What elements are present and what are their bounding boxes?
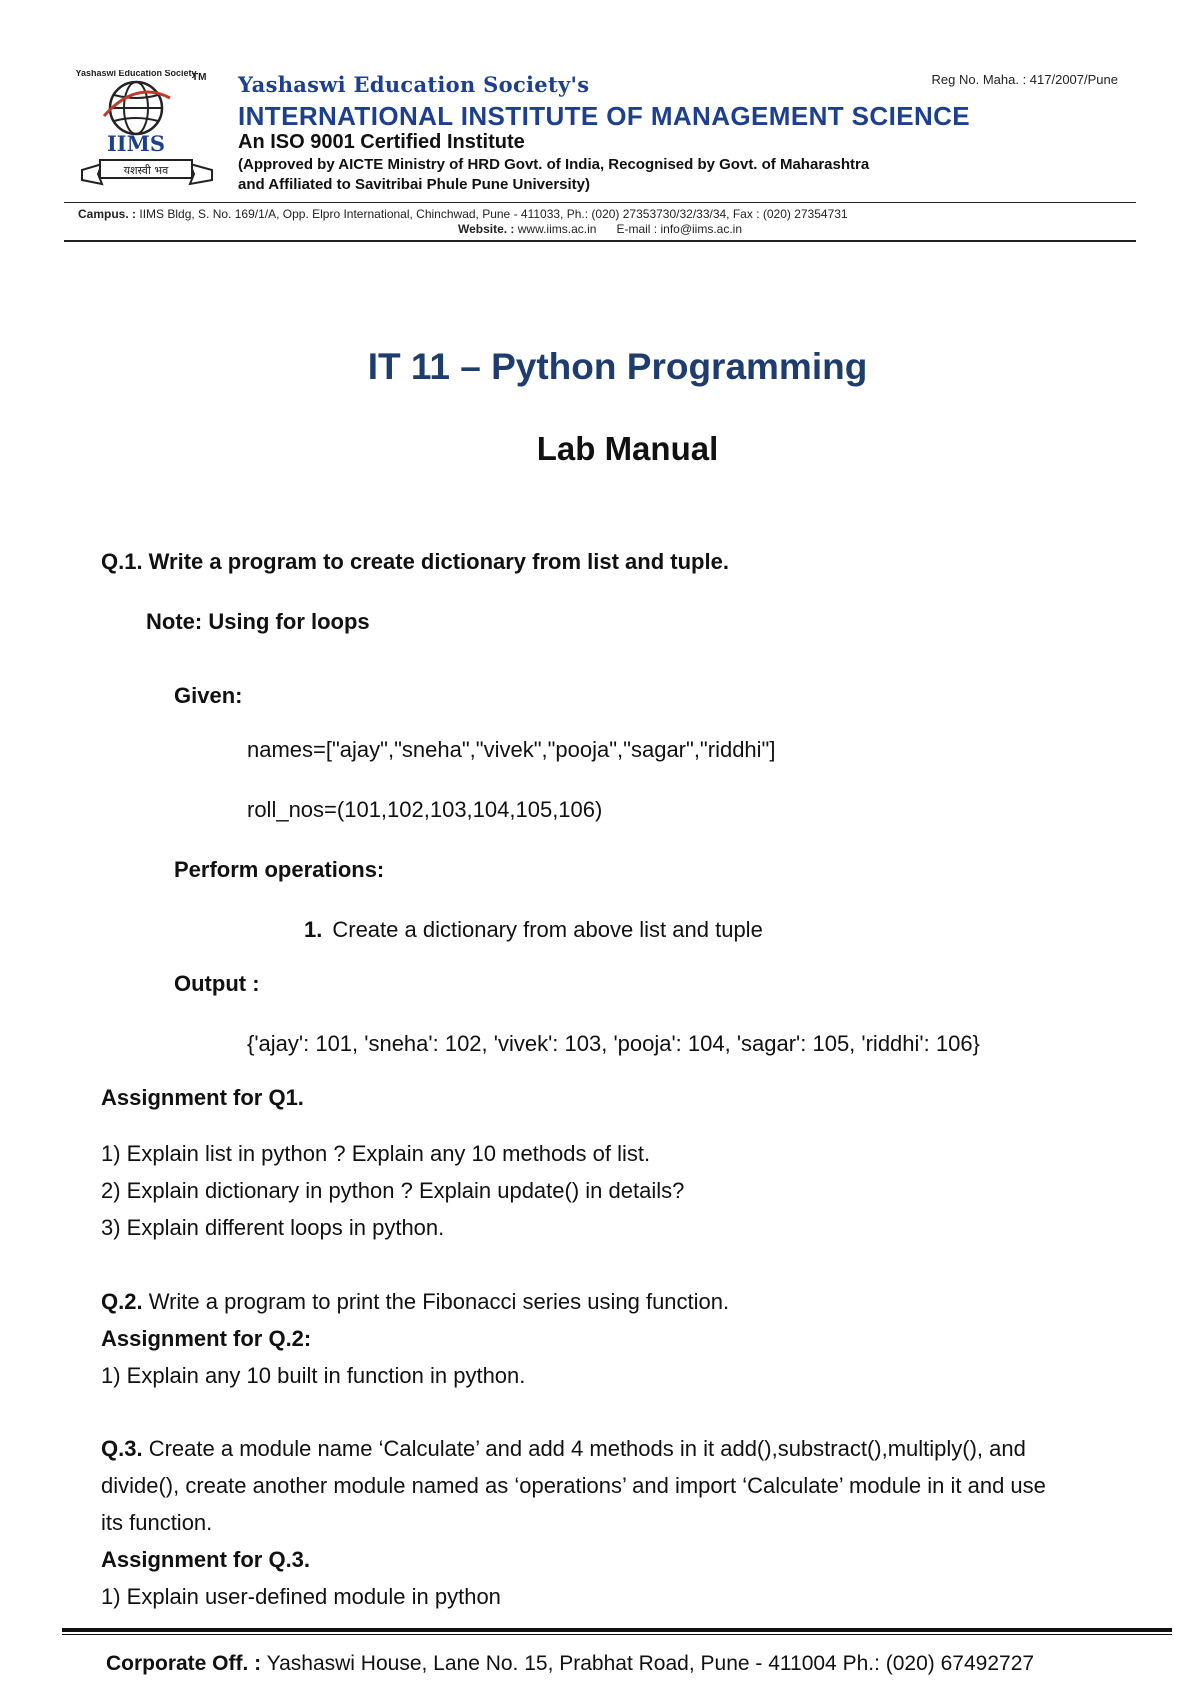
q1-operation-text: Create a dictionary from above list and tuple xyxy=(332,917,763,942)
q1-names-code: names=["ajay","sneha","vivek","pooja","sagar","riddhi"] xyxy=(247,737,776,762)
footer-divider-thin xyxy=(62,1634,1172,1635)
q3-question-text-1: Create a module name ‘Calculate’ and add 4 methods in it add(),substract(),multiply(), and xyxy=(148,1436,1026,1461)
q1-question: Q.1. Write a program to create dictionary from list and tuple. xyxy=(101,549,729,574)
iims-logo xyxy=(74,70,244,194)
q1-operation-item xyxy=(304,916,763,944)
q1-assignment-title: Assignment for Q1. xyxy=(101,1085,304,1110)
corporate-office-footer xyxy=(106,1652,1034,1676)
q3-question-line-2: divide(), create another module named as ‘operations’ and import ‘Calculate’ module in it and use xyxy=(101,1473,1046,1498)
campus-text: IIMS Bldg, S. No. 169/1/A, Opp. Elpro International, Chinchwad, Pune - 411033, Ph.: (020) 27353730/32/33/34, Fax : (020) 27354731 xyxy=(139,207,848,221)
footer-divider xyxy=(62,1628,1172,1632)
q1-assignment-item: 3) Explain different loops in python. xyxy=(101,1215,445,1240)
registration-number: Reg No. Maha. : 417/2007/Pune xyxy=(931,72,1118,87)
website-link[interactable]: www.iims.ac.in xyxy=(517,222,597,236)
q1-note: Note: Using for loops xyxy=(146,609,370,634)
footer-address: Yashaswi House, Lane No. 15, Prabhat Road, Pune - 411004 Ph.: (020) 67492727 xyxy=(266,1652,1035,1675)
campus-address xyxy=(78,207,848,221)
document-title: IT 11 – Python Programming xyxy=(367,346,868,387)
q3-assignment-title: Assignment for Q.3. xyxy=(101,1547,311,1572)
q2-assignment-item: 1) Explain any 10 built in function in python. xyxy=(101,1363,526,1388)
q1-rollnos-code: roll_nos=(101,102,103,104,105,106) xyxy=(247,797,603,822)
q2-question: Write a program to print the Fibonacci series using function. xyxy=(148,1289,730,1314)
footer-label: Corporate Off. : xyxy=(106,1652,262,1675)
q2-assignment-title: Assignment for Q.2: xyxy=(101,1326,312,1351)
campus-label: Campus. : xyxy=(78,207,137,221)
logo-iims-text: IIMS xyxy=(106,131,166,156)
logo-ribbon-text: यशस्वी भव xyxy=(123,164,169,177)
q3-label: Q.3. xyxy=(101,1436,143,1461)
email-link[interactable]: info@iims.ac.in xyxy=(660,222,743,236)
letterhead-bottom-divider xyxy=(64,240,1136,242)
approval-line-1: (Approved by AICTE Ministry of HRD Govt. of India, Recognised by Govt. of Maharashtra xyxy=(238,156,870,173)
q2-label: Q.2. xyxy=(101,1289,143,1314)
q1-perform-label: Perform operations: xyxy=(174,857,385,882)
q1-operation-number: 1. xyxy=(304,917,323,942)
q3-question-line-3: its function. xyxy=(101,1510,213,1535)
q1-assignment-item: 2) Explain dictionary in python ? Explain update() in details? xyxy=(101,1178,685,1203)
q3-assignment-item: 1) Explain user-defined module in python xyxy=(101,1584,501,1609)
society-name: Yashaswi Education Society's xyxy=(238,72,590,97)
website-label: Website. : xyxy=(457,222,515,236)
email-label: E-mail : xyxy=(616,222,658,236)
logo-tm: TM xyxy=(192,72,207,83)
iso-certification: An ISO 9001 Certified Institute xyxy=(238,131,525,153)
q3-question-line-1 xyxy=(101,1435,1026,1463)
letterhead-divider xyxy=(64,202,1136,203)
approval-line-2: and Affiliated to Savitribai Phule Pune University) xyxy=(238,176,591,193)
q1-assignment-item: 1) Explain list in python ? Explain any 10 methods of list. xyxy=(101,1141,651,1166)
globe-icon xyxy=(104,82,170,134)
document-subtitle: Lab Manual xyxy=(536,430,719,467)
q1-output-label: Output : xyxy=(174,971,260,996)
approval-text xyxy=(238,155,869,195)
q2-question-line xyxy=(101,1288,729,1316)
institute-name: INTERNATIONAL INSTITUTE OF MANAGEMENT SCIENCE xyxy=(238,101,971,131)
q1-given-label: Given: xyxy=(174,683,243,708)
q1-output-value: {'ajay': 101, 'sneha': 102, 'vivek': 103, 'pooja': 104, 'sagar': 105, 'riddhi': 106} xyxy=(247,1031,980,1056)
logo-ring-text: Yashaswi Education Society xyxy=(75,70,197,78)
contact-line xyxy=(0,222,1200,236)
